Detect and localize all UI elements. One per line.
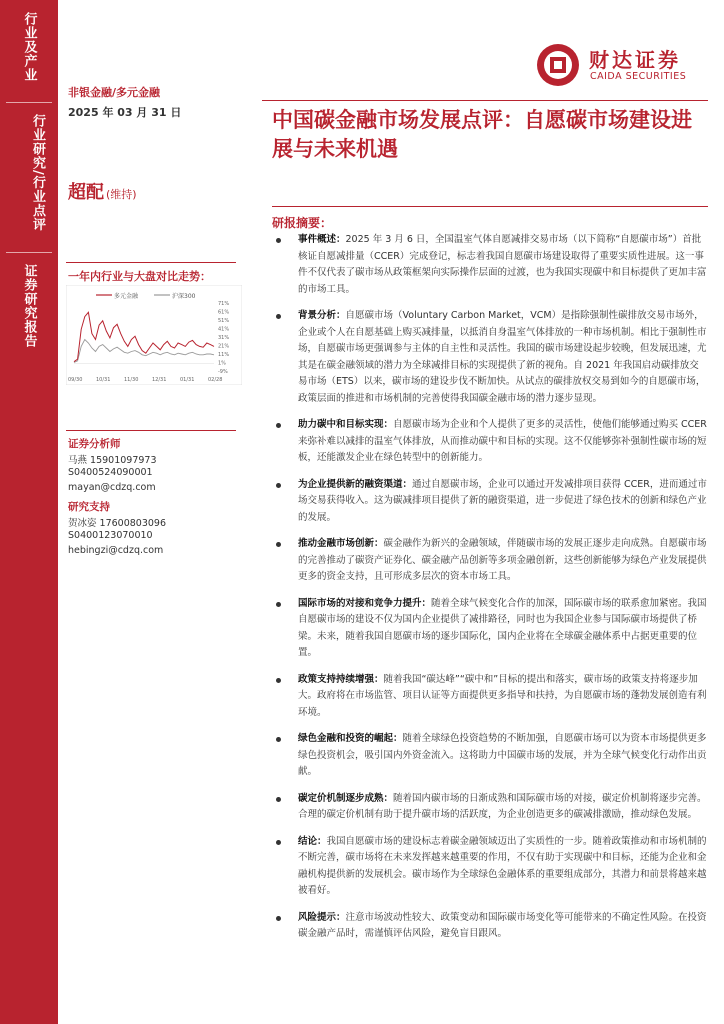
item-text: 2025 年 3 月 6 日，全国温室气体自愿减排交易市场（以下简称“自愿碳市场”）首批核证自愿减排量（CCER）完成登记，标志着我国自愿碳市场建设取得了重要实质性进展。这一事件不仅代表了碳市场从政策框架向实际操作层面的过渡，也为我国实现碳中和目标提供了更加丰富的市场工具。 <box>298 234 707 295</box>
abstract-item <box>272 308 708 407</box>
item-label: 碳定价机制逐步成熟： <box>298 792 394 804</box>
y-tick-label: 61% <box>218 309 230 316</box>
item-text: 随着全球绿色投资趋势的不断加强，自愿碳市场可以为资本市场提供更多绿色投资机会，吸引国内外资金流入。这将助力中国碳市场的发展，并为全球气候变化行动作出贡献。 <box>298 733 707 777</box>
abstract-item <box>272 417 708 467</box>
abstract-item <box>272 477 708 527</box>
item-text: 我国自愿碳市场的建设标志着碳金融领域迈出了实质性的一步。随着政策推动和市场机制的不断完善，碳市场将在未来发挥越来越重要的作用，不仅有助于实现碳中和目标，还能为企业和金融机构提供新的发展机会。碳市场作为全球绿色金融体系的重要组成部分，其潜力和前景将越来越被看好。 <box>298 835 707 896</box>
y-tick-label: 21% <box>218 343 230 350</box>
logo-mark-icon <box>535 42 581 88</box>
item-text: 随着我国“碳达峰”“碳中和”目标的提出和落实，碳市场的政策支持将逐步加大。政府将在市场监管、项目认证等方面提供更多指导和扶持，为自愿碳市场的蓬勃发展创造有利环境。 <box>298 673 707 718</box>
page-title: 中国碳金融市场发展点评：自愿碳市场建设进展与未来机遇 <box>272 108 692 161</box>
rating-note: (维持) <box>106 188 137 201</box>
rating <box>68 178 137 204</box>
analyst-cert: S0400524090001 <box>68 467 153 478</box>
item-text: 通过自愿碳市场，企业可以通过开发减排项目获得 CCER，进而通过市场交易获得收入。这为碳减排项目提供了新的融资渠道，进一步促进了绿色技术的创新和绿色产业的发展。 <box>298 478 707 523</box>
support-email[interactable]: hebingzi@cdzq.com <box>68 545 164 556</box>
rating-value: 超配 <box>68 182 104 203</box>
side-label-text: 行业及产业 <box>21 12 37 82</box>
y-tick-label: 31% <box>218 335 230 341</box>
x-tick-label: 10/31 <box>96 377 111 383</box>
support-name-phone: 贺冰姿 17600803096 <box>68 518 167 529</box>
item-text: 自愿碳市场为企业和个人提供了更多的灵活性，使他们能够通过购买 CCER 来弥补难以减排的温室气体排放，从而推动碳中和目标的实现。这不仅能够弥补强制性碳市场的短板，还能激发企业在绿色转型中的创新能力。 <box>298 419 707 463</box>
side-divider <box>6 252 52 253</box>
y-tick-label: 71% <box>218 301 230 307</box>
y-tick-label: 41% <box>218 326 230 333</box>
item-label: 背景分析： <box>298 310 346 321</box>
item-label: 推动金融市场创新： <box>298 538 384 549</box>
report-date: 2025 年 03 月 31 日 <box>68 106 182 119</box>
side-label-research <box>0 114 58 232</box>
analyst-email[interactable]: mayan@cdzq.com <box>68 482 156 493</box>
side-label-report <box>0 264 58 348</box>
abstract-item <box>272 232 708 298</box>
side-divider <box>6 102 52 103</box>
sector-label: 非银金融/多元金融 <box>68 86 161 99</box>
abstract-item <box>272 791 708 824</box>
abstract-item <box>272 910 708 943</box>
item-text: 随着全球气候变化合作的加深，国际碳市场的联系愈加紧密。我国自愿碳市场的建设不仅为国内企业提供了减排路径，同时也为我国企业参与国际碳市场提供了桥梁。未来，随着我国自愿碳市场的逐步国际化，国内企业将在全球碳金融体系中占据更重要的位置。 <box>298 597 707 658</box>
item-text: 注意市场波动性较大、政策变动和国际碳市场变化等可能带来的不确定性风险。在投资碳金融产品时，需谨慎评估风险，避免盲目跟风。 <box>298 911 707 939</box>
title-divider <box>262 100 708 101</box>
legend-label-industry: 多元金融 <box>114 293 139 300</box>
abstract-heading: 研报摘要： <box>272 206 708 231</box>
y-tick-label: 11% <box>218 352 230 358</box>
item-text: 碳金融作为新兴的金融领域，伴随碳市场的发展正逐步走向成熟。自愿碳市场的完善推动了碳资产证券化、碳金融产品创新等多项金融创新，这些创新能够为绿色产业发展提供更多的资金支持，且可形成多层次的资本市场工具。 <box>298 538 707 582</box>
item-label: 风险提示： <box>298 911 346 923</box>
item-label: 国际市场的对接和竞争力提升： <box>298 597 432 609</box>
x-tick-label: 01/31 <box>180 377 195 383</box>
item-label: 绿色金融和投资的崛起： <box>298 733 403 744</box>
legend-label-index: 沪深300 <box>172 293 196 300</box>
x-tick-label: 12/31 <box>152 377 167 383</box>
side-label-text: 证券研究报告 <box>21 264 37 348</box>
item-label: 政策支持持续增强： <box>298 673 384 685</box>
analyst-label: 证券分析师 <box>68 438 121 450</box>
analyst-name-phone: 马燕 15901097973 <box>68 455 157 466</box>
company-logo <box>535 38 705 88</box>
logo-name-cn: 财达证券 <box>589 48 681 72</box>
support-cert: S0400123070010 <box>68 530 153 541</box>
abstract-item <box>272 536 708 586</box>
abstract-item <box>272 672 708 722</box>
x-tick-label: 02/28 <box>208 377 223 383</box>
item-label: 结论： <box>298 835 327 847</box>
abstract-item <box>272 596 708 662</box>
side-label-industry <box>0 12 58 82</box>
support-label: 研究支持 <box>68 501 110 513</box>
abstract-list <box>272 232 708 943</box>
item-text: 自愿碳市场（Voluntary Carbon Market，VCM）是指除强制性碳排放交易市场外，企业或个人在自愿基础上购买减排量，以抵消自身温室气体排放的一种市场机制。相比于强制性市场，自愿碳市场更强调参与主体的自主性和灵活性。我国的碳市场建设起步较晚，但发展迅速，尤其是在碳金融领域的潜力为全球减排目标的实现提供了新的视角。自 2021 年我国启动碳排放交易市场（ETS）以来，碳市场的建设步伐不断加快。从试点的碳排放权交易到如今的自愿碳市场，政策层面的推进和市场机制的完善使得我国碳金融市场的潜力逐步显现。 <box>298 310 707 404</box>
x-tick-label: 09/30 <box>68 377 83 383</box>
abstract-item <box>272 731 708 781</box>
abstract-item <box>272 834 708 900</box>
chart-title: 一年内行业与大盘对比走势： <box>68 270 211 283</box>
y-tick-label: 51% <box>218 318 230 324</box>
logo-name-en: CAIDA SECURITIES <box>590 71 687 82</box>
item-text: 随着国内碳市场的日渐成熟和国际碳市场的对接，碳定价机制将逐步完善。合理的碳定价机制有助于提升碳市场的活跃度，为企业创造更多的碳减排激励，推动绿色发展。 <box>298 792 707 820</box>
side-label-text: 行业研究/行业点评 <box>30 114 45 232</box>
x-tick-label: 11/30 <box>124 377 139 383</box>
y-tick-label: -9% <box>218 369 228 375</box>
item-label: 为企业提供新的融资渠道： <box>298 478 413 490</box>
y-tick-label: 1% <box>218 360 226 367</box>
comparison-chart <box>66 285 242 385</box>
item-label: 助力碳中和目标实现： <box>298 419 394 430</box>
item-label: 事件概述： <box>298 234 346 245</box>
